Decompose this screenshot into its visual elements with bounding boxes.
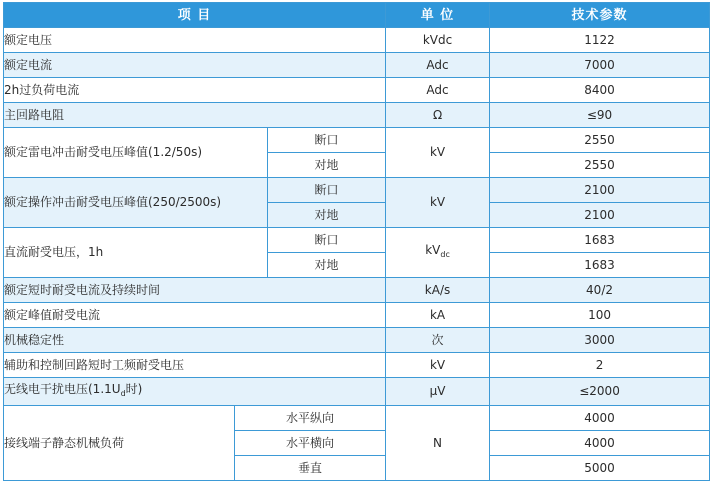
param-value: 8400: [490, 78, 710, 103]
table-row: [4, 378, 710, 406]
param-unit: 次: [386, 328, 490, 353]
param-value: 100: [490, 303, 710, 328]
sub-label: 对地: [268, 203, 386, 228]
table-row: [4, 278, 710, 303]
param-unit: Adc: [386, 78, 490, 103]
param-value: 2550: [490, 128, 710, 153]
sub-label: 垂直: [235, 456, 386, 481]
param-value: 3000: [490, 328, 710, 353]
table-row: [4, 78, 710, 103]
param-name: 2h过负荷电流: [4, 78, 386, 103]
table-row: [4, 128, 710, 153]
param-name: 额定峰值耐受电流: [4, 303, 386, 328]
param-value: 2100: [490, 203, 710, 228]
table-row: [4, 178, 710, 203]
spec-table: [3, 2, 710, 481]
param-value: ≤2000: [490, 378, 710, 406]
param-value: 4000: [490, 431, 710, 456]
table-row: [4, 406, 710, 431]
table-row: [4, 328, 710, 353]
header-value: 技术参数: [490, 3, 710, 28]
sub-label: 水平横向: [235, 431, 386, 456]
header-unit: 单 位: [386, 3, 490, 28]
sub-label: 断口: [268, 128, 386, 153]
param-name: 主回路电阻: [4, 103, 386, 128]
param-unit: kV: [386, 178, 490, 228]
param-name: 额定电压: [4, 28, 386, 53]
param-unit: N: [386, 406, 490, 481]
table-row: [4, 228, 710, 253]
header-item: 项 目: [4, 3, 386, 28]
table-row: [4, 53, 710, 78]
sub-label: 对地: [268, 253, 386, 278]
param-name: 额定短时耐受电流及持续时间: [4, 278, 386, 303]
table-row: [4, 353, 710, 378]
param-value: 40/2: [490, 278, 710, 303]
param-name: 无线电干扰电压($1.1U_d$时): [4, 378, 386, 406]
param-unit: kA: [386, 303, 490, 328]
param-value: 1122: [490, 28, 710, 53]
table-row: [4, 303, 710, 328]
param-name: 机械稳定性: [4, 328, 386, 353]
sub-label: 断口: [268, 178, 386, 203]
table-row: [4, 28, 710, 53]
param-unit: Ω: [386, 103, 490, 128]
param-unit: kV: [386, 128, 490, 178]
table-row: [4, 103, 710, 128]
param-name: 额定电流: [4, 53, 386, 78]
param-unit: $kV_{dc}$: [386, 228, 490, 278]
param-name: 直流耐受电压，1h: [4, 228, 268, 278]
param-unit: μV: [386, 378, 490, 406]
param-name: 额定操作冲击耐受电压峰值(250/2500s): [4, 178, 268, 228]
param-name: 接线端子静态机械负荷: [4, 406, 235, 481]
param-unit: kV: [386, 353, 490, 378]
param-name: 辅助和控制回路短时工频耐受电压: [4, 353, 386, 378]
param-value: 4000: [490, 406, 710, 431]
param-value: 1683: [490, 253, 710, 278]
param-value: 2550: [490, 153, 710, 178]
param-value: 1683: [490, 228, 710, 253]
param-value: 5000: [490, 456, 710, 481]
param-name: 额定雷电冲击耐受电压峰值(1.2/50s): [4, 128, 268, 178]
sub-label: 水平纵向: [235, 406, 386, 431]
param-value: 2: [490, 353, 710, 378]
param-value: 7000: [490, 53, 710, 78]
param-unit: kA/s: [386, 278, 490, 303]
header-row: [4, 3, 710, 28]
param-value: ≤90: [490, 103, 710, 128]
sub-label: 断口: [268, 228, 386, 253]
param-value: 2100: [490, 178, 710, 203]
sub-label: 对地: [268, 153, 386, 178]
param-unit: Adc: [386, 53, 490, 78]
param-unit: kVdc: [386, 28, 490, 53]
